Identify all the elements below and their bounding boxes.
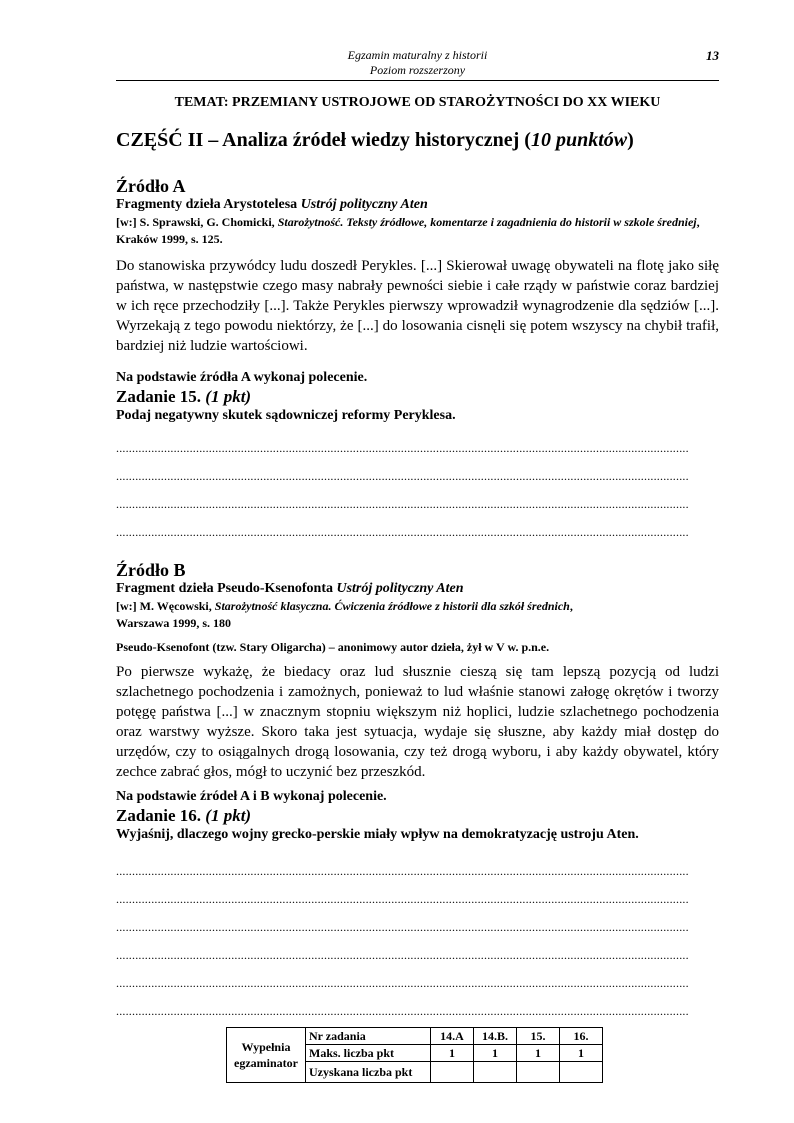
source-a-text: Do stanowiska przywódcy ludu doszedł Perykles. [...] Skierował uwagę obywateli na flotę jako siłę państwa, w następstwie czego masy nabrały pewności siebie i całe rządy w państwie coraz bardziej w ich ręce przechodziły [...]. Także Perykles pierwszy wprowadził wynagrodzenie dla sędziów [...]. Wyrzekają z tego powodu niektórzy, że [...] do losowania cisnęli się potem wszyscy na chybił trafił, bardziej niż ludzie wartościowi. [116, 258, 719, 354]
part-close: ) [627, 129, 634, 151]
source-a-fragment-prefix: Fragmenty dzieła Arystotelesa [116, 197, 301, 212]
source-a-fragment [116, 196, 719, 214]
answer-line-15-4[interactable]: ................................................................................................................................................................................... [116, 525, 689, 539]
max-points-cell: 1 [560, 1045, 603, 1062]
topic-heading: TEMAT: PRZEMIANY USTROJOWE OD STAROŻYTNOŚCI DO XX WIEKU [174, 95, 661, 110]
task-number-cell: 15. [517, 1028, 560, 1045]
source-b-author-note: Pseudo-Ksenofont (tzw. Stary Oligarcha) – anonimowy autor dzieła, żył w V w. p.n.e. [116, 640, 550, 654]
page-header [116, 48, 719, 81]
source-b-fragment [116, 580, 719, 598]
source-b-title: Źródło B [116, 560, 186, 580]
source-b-cite-work: Starożytność klasyczna. Ćwiczenia źródłowe z historii dla szkół średnich [214, 599, 570, 613]
source-b-citation [116, 598, 626, 632]
exam-page [116, 0, 719, 1123]
obtained-points-cell[interactable] [560, 1062, 603, 1083]
obtained-points-cell[interactable] [517, 1062, 560, 1083]
task-number-cell: 14.B. [474, 1028, 517, 1045]
part-points: 10 punktów [530, 129, 628, 151]
answer-line-16-5[interactable]: ................................................................................................................................................................................... [116, 976, 689, 990]
max-points-cell: 1 [517, 1045, 560, 1062]
part-heading [116, 129, 634, 152]
source-b-fragment-work: Ustrój polityczny Aten [336, 581, 464, 596]
task-number-cell: 16. [560, 1028, 603, 1045]
part-title: CZĘŚĆ II – Analiza źródeł wiedzy historycznej ( [116, 129, 531, 151]
header-exam-name: Egzamin maturalny z historii [347, 48, 488, 62]
answer-line-15-3[interactable]: ................................................................................................................................................................................... [116, 497, 689, 511]
task-15-question: Podaj negatywny skutek sądowniczej reformy Peryklesa. [116, 408, 456, 423]
score-table [226, 1027, 603, 1083]
max-points-cell: 1 [474, 1045, 517, 1062]
answer-line-15-2[interactable]: ................................................................................................................................................................................... [116, 469, 689, 483]
task-16-question: Wyjaśnij, dlaczego wojny grecko-perskie miały wpływ na demokratyzację ustroju Aten. [116, 827, 639, 842]
answer-line-15-1[interactable]: ................................................................................................................................................................................... [116, 441, 689, 455]
task-15-number: Zadanie 15. [116, 387, 206, 406]
filled-by-line2: egzaminator [234, 1056, 298, 1070]
filled-by-examiner-cell [227, 1028, 306, 1083]
source-b-fragment-prefix: Fragment dzieła Pseudo-Ksenofonta [116, 581, 337, 596]
answer-line-16-1[interactable]: ................................................................................................................................................................................... [116, 864, 689, 878]
score-row-task-numbers [227, 1028, 603, 1045]
source-a-cite-work: Starożytność. Teksty źródłowe, komentarze i zagadnienia do historii w szkole średniej [277, 215, 697, 229]
task-15 [116, 369, 719, 425]
source-a-fragment-work: Ustrój polityczny Aten [300, 197, 428, 212]
source-b-cite-prefix: [w:] M. Węcowski, [116, 599, 215, 613]
task-15-title [116, 387, 719, 407]
row-label-max-points: Maks. liczba pkt [306, 1045, 431, 1062]
source-b [116, 560, 719, 782]
source-b-cite-suffix: , Warszawa 1999, s. 180 [116, 599, 573, 630]
answer-line-16-6[interactable]: ................................................................................................................................................................................... [116, 1004, 689, 1018]
header-level: Poziom rozszerzony [369, 63, 466, 77]
max-points-cell: 1 [431, 1045, 474, 1062]
task-15-instruction: Na podstawie źródła A wykonaj polecenie. [116, 370, 368, 385]
source-a [116, 176, 719, 356]
source-a-cite-suffix: , Kraków 1999, s. 125. [116, 215, 700, 246]
task-16-title [116, 806, 719, 826]
task-16 [116, 788, 719, 844]
task-16-instruction: Na podstawie źródeł A i B wykonaj polecenie. [116, 789, 387, 804]
obtained-points-cell[interactable] [474, 1062, 517, 1083]
answer-line-16-2[interactable]: ................................................................................................................................................................................... [116, 892, 689, 906]
task-16-number: Zadanie 16. [116, 806, 206, 825]
filled-by-line1: Wypełnia [241, 1040, 291, 1054]
row-label-obtained-points: Uzyskana liczba pkt [306, 1062, 431, 1083]
page-number: 13 [706, 48, 719, 63]
obtained-points-cell[interactable] [431, 1062, 474, 1083]
source-a-citation [116, 214, 719, 248]
answer-line-16-3[interactable]: ................................................................................................................................................................................... [116, 920, 689, 934]
task-16-points: (1 pkt) [205, 806, 252, 825]
task-number-cell: 14.A [431, 1028, 474, 1045]
answer-line-16-4[interactable]: ................................................................................................................................................................................... [116, 948, 689, 962]
row-label-task-number: Nr zadania [306, 1028, 431, 1045]
task-15-points: (1 pkt) [205, 387, 252, 406]
source-a-title: Źródło A [116, 176, 186, 196]
source-b-text: Po pierwsze wykażę, że biedacy oraz lud słusznie cieszą się tam lepszą pozycją od ludzi szlachetnego pochodzenia i zamożnych, ponieważ to lud właśnie stanowi załogę okrętów i tworzy potęgę państwa [...] w znacznym stopniu większym niż hoplici, ludzie szlachetnego pochodzenia oraz warstwy wyższe. Skoro taka jest sytuacja, wydaje się słuszne, aby każdy miał dostęp do urzędów, czy to osiągalnych drogą losowania, czy też drogą wyboru, i aby każdy obywatel, który zechce zabrać głos, mógł to uczynić bez przeszkód. [116, 664, 719, 780]
source-a-cite-prefix: [w:] S. Sprawski, G. Chomicki, [116, 215, 278, 229]
